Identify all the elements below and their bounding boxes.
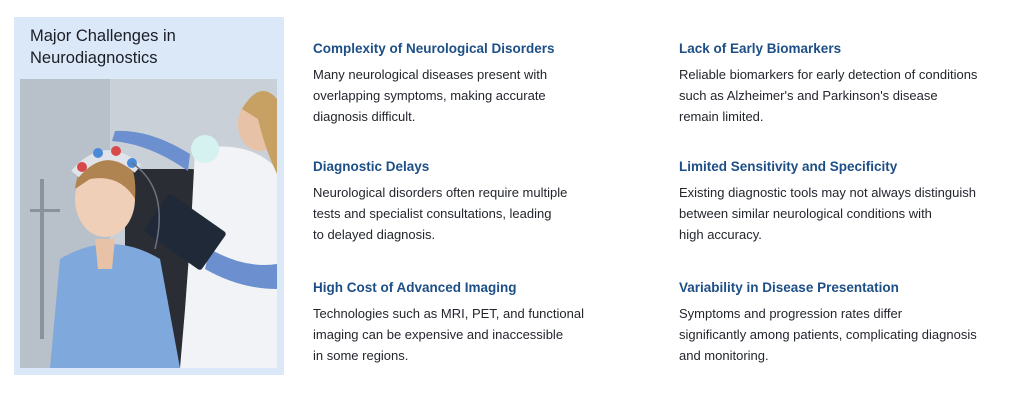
challenge-title: Limited Sensitivity and Specificity	[679, 159, 898, 174]
challenge-variability	[679, 279, 999, 366]
challenge-biomarkers	[679, 40, 999, 127]
challenge-title: Lack of Early Biomarkers	[679, 41, 842, 56]
challenge-description	[679, 303, 999, 366]
panel-title-line-1: Major Challenges in	[30, 27, 176, 45]
challenge-description	[313, 303, 633, 366]
challenge-title: High Cost of Advanced Imaging	[313, 280, 517, 295]
challenge-description	[313, 64, 633, 127]
challenge-line: such as Alzheimer's and Parkinson's disease	[679, 88, 938, 103]
challenge-line: remain limited.	[679, 109, 764, 124]
challenge-line: significantly among patients, complicating diagnosis	[679, 327, 977, 342]
challenge-line: to delayed diagnosis.	[313, 227, 436, 242]
eeg-patient-photo	[20, 79, 277, 368]
challenge-delays	[313, 158, 633, 245]
challenge-line: Neurological disorders often require multiple	[313, 185, 568, 200]
challenge-line: overlapping symptoms, making accurate	[313, 88, 546, 103]
challenge-line: tests and specialist consultations, leading	[313, 206, 552, 221]
challenge-imaging-cost	[313, 279, 633, 366]
challenge-description	[679, 64, 999, 127]
challenge-line: Symptoms and progression rates differ	[679, 306, 903, 321]
challenge-line: in some regions.	[313, 348, 409, 363]
challenge-complexity	[313, 40, 633, 127]
challenges-panel	[14, 17, 284, 375]
challenge-line: Many neurological diseases present with	[313, 67, 548, 82]
challenge-line: between similar neurological conditions with	[679, 206, 932, 221]
challenge-title: Variability in Disease Presentation	[679, 280, 899, 295]
panel-title	[30, 25, 270, 69]
challenge-title: Complexity of Neurological Disorders	[313, 41, 555, 56]
challenge-line: Existing diagnostic tools may not always distinguish	[679, 185, 976, 200]
challenge-line: diagnosis difficult.	[313, 109, 416, 124]
challenge-description	[313, 182, 633, 245]
challenge-line: Reliable biomarkers for early detection of conditions	[679, 67, 978, 82]
panel-title-line-2: Neurodiagnostics	[30, 49, 158, 67]
challenge-description	[679, 182, 999, 245]
challenge-line: Technologies such as MRI, PET, and functional	[313, 306, 584, 321]
challenge-line: high accuracy.	[679, 227, 762, 242]
challenge-title: Diagnostic Delays	[313, 159, 430, 174]
challenge-line: and monitoring.	[679, 348, 769, 363]
challenge-line: imaging can be expensive and inaccessible	[313, 327, 564, 342]
challenge-sensitivity	[679, 158, 999, 245]
